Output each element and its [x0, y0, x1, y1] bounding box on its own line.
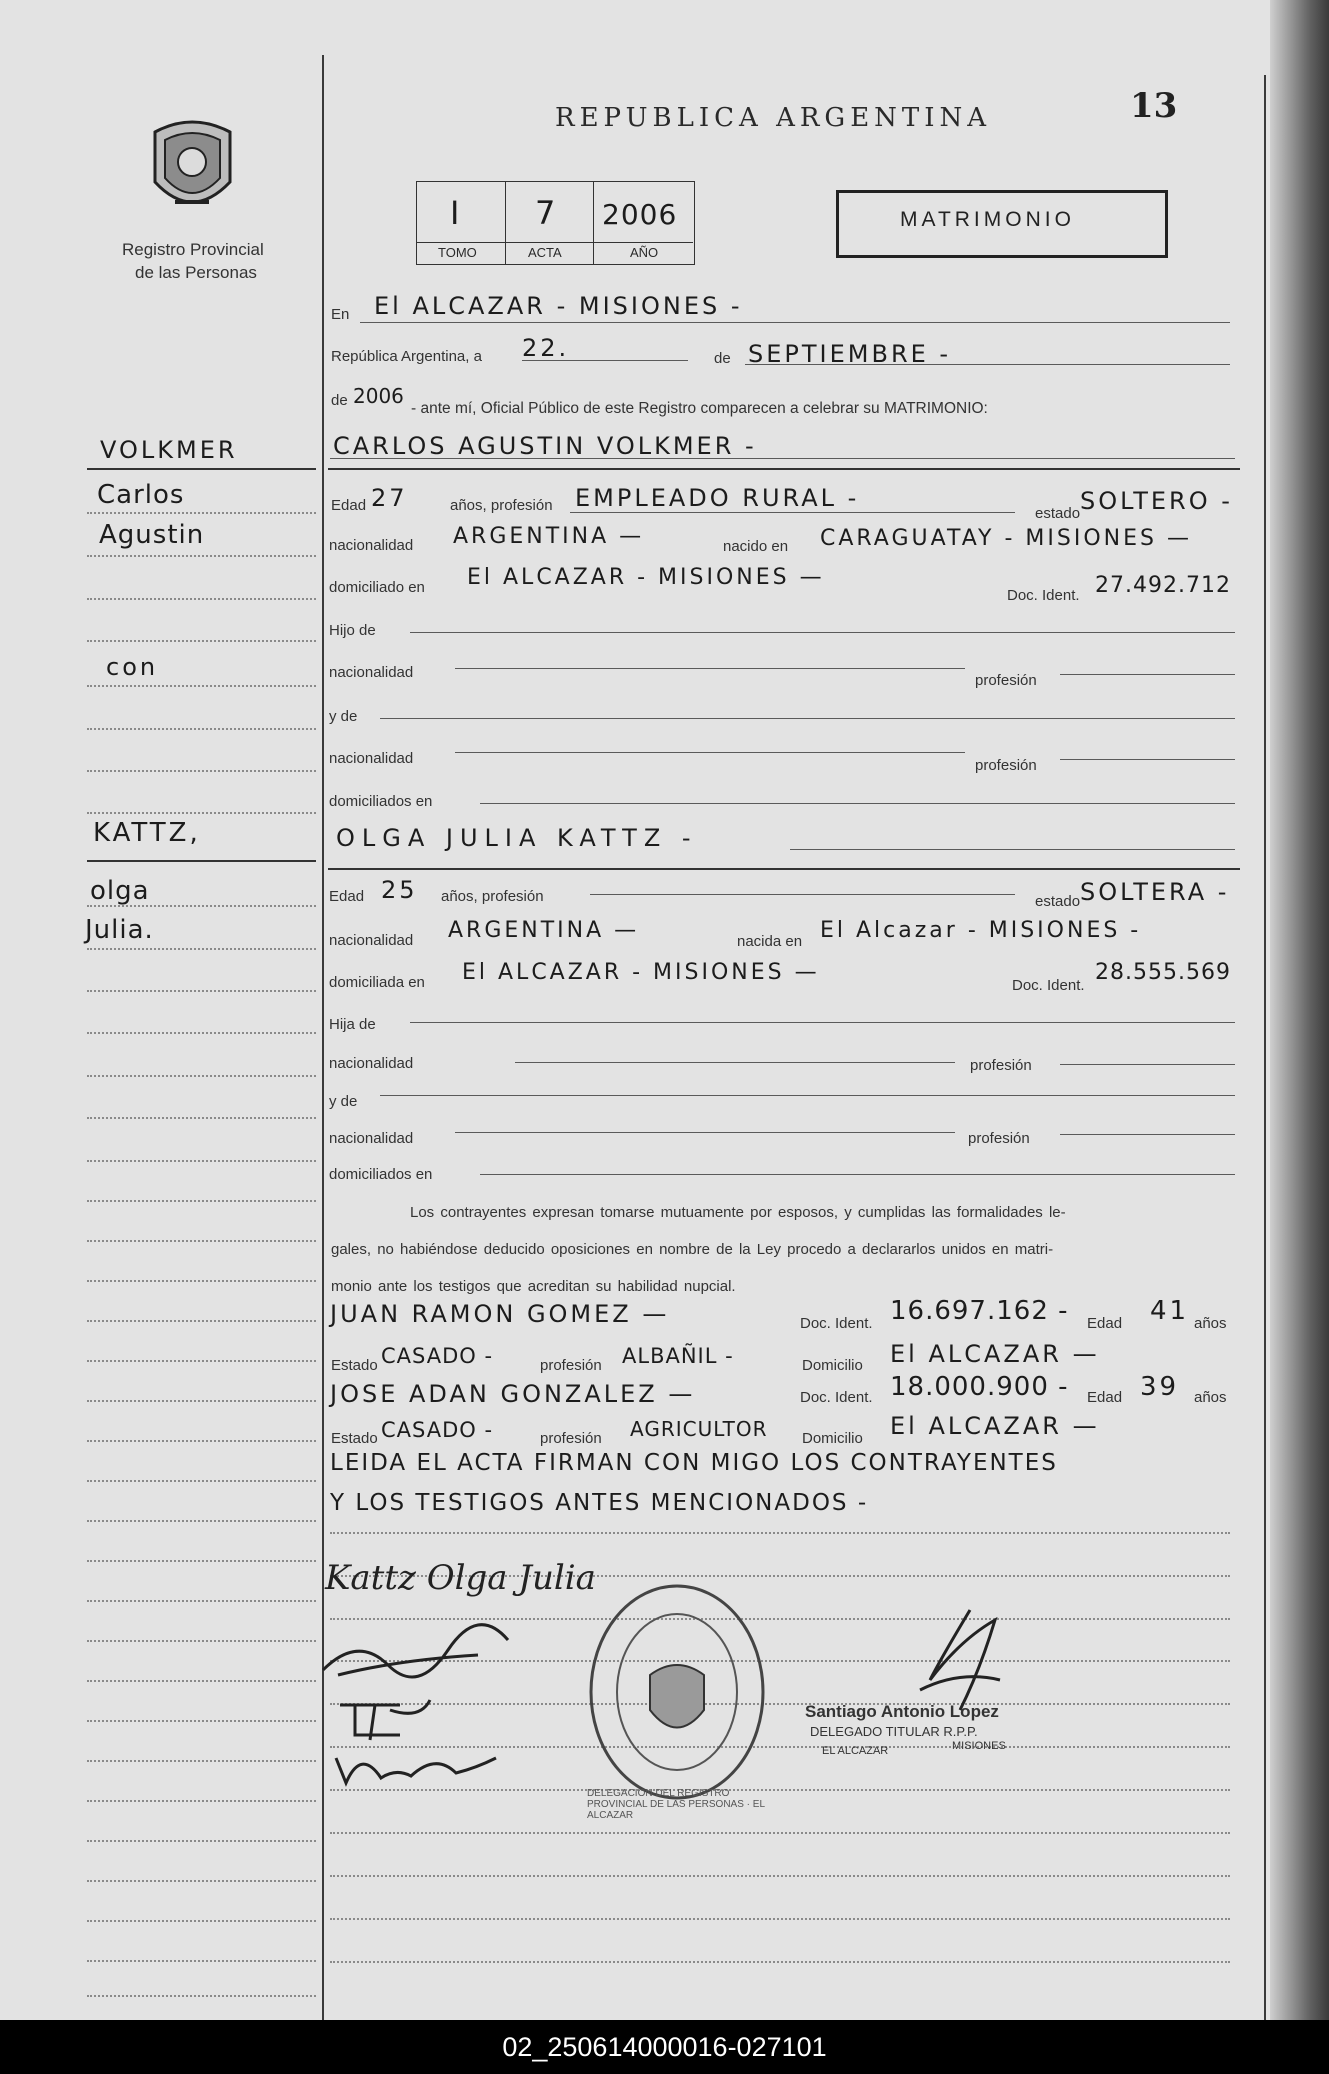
image-id: 02_250614000016-027101: [502, 2032, 827, 2062]
witness2-name: JOSE ADAN GONZALEZ —: [330, 1380, 696, 1408]
label-anos-w2: años: [1194, 1389, 1227, 1406]
label-nacionalidad-father: nacionalidad: [329, 664, 414, 681]
label-nacionalidad-bfather: nacionalidad: [329, 1055, 414, 1072]
bride-name: OLGA JULIA KATTZ -: [336, 824, 698, 852]
official-title: DELEGADO TITULAR R.P.P.: [810, 1724, 978, 1739]
label-profesion-bfather: profesión: [970, 1057, 1032, 1074]
label-nacionalidad-bride: nacionalidad: [329, 932, 414, 949]
bride-address: El ALCAZAR - MISIONES —: [462, 960, 820, 985]
day: 22.: [522, 334, 570, 362]
mother-line: [380, 718, 1235, 719]
official-province: MISIONES: [952, 1740, 1006, 1752]
label-profesion-father: profesión: [975, 672, 1037, 689]
registry-seal: [585, 1580, 770, 1821]
hija-de-line: [410, 1022, 1235, 1023]
witness1-name: JUAN RAMON GOMEZ —: [330, 1300, 670, 1328]
father-profession-line: [1060, 674, 1235, 675]
label-estado-w2: Estado: [331, 1430, 378, 1447]
label-estado-bride: estado: [1035, 893, 1081, 910]
place-line: [360, 322, 1230, 323]
page-number: 13: [1130, 86, 1178, 126]
label-profesion-w1: profesión: [540, 1357, 602, 1374]
groom-age: 27: [371, 484, 408, 512]
label-de: de: [714, 350, 731, 367]
document-type: MATRIMONIO: [900, 208, 1075, 231]
witness1-address: El ALCAZAR —: [890, 1340, 1100, 1368]
bride-profession-line: [590, 894, 1015, 895]
bride-father-profession-line: [1060, 1064, 1235, 1065]
label-domiciliados-en: domiciliados en: [329, 793, 433, 810]
image-id-bar: [0, 2020, 1329, 2074]
body-separator-2: [328, 868, 1240, 870]
label-domicilio-w2: Domicilio: [802, 1430, 863, 1447]
groom-signature: [318, 1625, 518, 1685]
label-de-year: de: [331, 392, 348, 409]
witness2-address: El ALCAZAR —: [890, 1412, 1100, 1440]
month: SEPTIEMBRE -: [748, 340, 952, 368]
groom-profession: EMPLEADO RURAL -: [575, 484, 860, 512]
witness2-doc: 18.000.900 -: [890, 1372, 1069, 1402]
closing-line-2: Y LOS TESTIGOS ANTES MENCIONADOS -: [330, 1490, 869, 1516]
official-place: EL ALCAZAR: [822, 1745, 889, 1757]
month-line: [745, 364, 1230, 365]
margin-first-name-1a: Carlos: [97, 480, 185, 510]
label-republica: República Argentina, a: [331, 348, 482, 365]
label-anos-w1: años: [1194, 1315, 1227, 1332]
label-edad-w1: Edad: [1087, 1315, 1123, 1332]
registry-name-line1: Registro Provincial: [122, 240, 264, 259]
day-line: [522, 360, 688, 361]
label-doc-ident-w2: Doc. Ident.: [800, 1389, 873, 1406]
margin-first-name-2a: olga: [90, 876, 150, 906]
body-separator-1: [328, 468, 1240, 470]
hijo-de-line: [410, 632, 1235, 633]
margin-divider: [322, 55, 324, 2020]
label-anos-profesion: años, profesión: [450, 497, 553, 514]
groom-state: SOLTERO -: [1080, 487, 1233, 515]
witness1-age: 41: [1150, 1296, 1190, 1326]
witness1-state: CASADO -: [381, 1344, 494, 1368]
bride-name-line: [790, 849, 1235, 850]
volume-box-divider: [416, 242, 693, 243]
label-en: En: [331, 306, 350, 323]
father-nationality-line: [455, 668, 965, 669]
label-y-de: y de: [329, 708, 358, 725]
witness2-state: CASADO -: [381, 1418, 494, 1442]
parents-address-line: [480, 803, 1235, 804]
label-domicilio-w1: Domicilio: [802, 1357, 863, 1374]
seal-text: DELEGACION DEL REGISTRO PROVINCIAL DE LAS PERSONAS · EL ALCAZAR: [587, 1788, 765, 1821]
label-hijo-de: Hijo de: [329, 622, 376, 639]
legal-paragraph-line1: Los contrayentes expresan tomarse mutuamente por esposos, y cumplidas las formalidades le-: [410, 1204, 1066, 1221]
acta-label: ACTA: [528, 245, 562, 260]
tomo-value: I: [450, 194, 463, 232]
legal-paragraph-line3: monio ante los testigos que acreditan su habilidad nupcial.: [331, 1278, 736, 1295]
registry-name-line2: de las Personas: [135, 263, 257, 282]
ano-value: 2006: [602, 198, 678, 231]
country-title: REPUBLICA ARGENTINA: [555, 103, 992, 133]
label-domiciliado-en: domiciliado en: [329, 579, 425, 596]
bride-mother-line: [380, 1095, 1235, 1096]
witness2-signature: [326, 1738, 506, 1798]
tomo-label: TOMO: [438, 245, 477, 260]
label-estado-w1: Estado: [331, 1357, 378, 1374]
label-nacionalidad-mother: nacionalidad: [329, 750, 414, 767]
groom-profession-line: [570, 512, 1015, 513]
bride-birthplace: El Alcazar - MISIONES -: [820, 918, 1142, 943]
label-edad-w2: Edad: [1087, 1389, 1123, 1406]
label-estado: estado: [1035, 505, 1081, 522]
label-profesion-w2: profesión: [540, 1430, 602, 1447]
bride-parents-address-line: [480, 1174, 1235, 1175]
label-y-de-bride: y de: [329, 1093, 358, 1110]
label-doc-ident-w1: Doc. Ident.: [800, 1315, 873, 1332]
label-profesion-mother: profesión: [975, 757, 1037, 774]
bride-mother-nationality-line: [455, 1132, 955, 1133]
witness1-doc: 16.697.162 -: [890, 1296, 1069, 1326]
place: El ALCAZAR - MISIONES -: [374, 292, 743, 320]
ano-label: AÑO: [630, 245, 659, 260]
bride-state: SOLTERA -: [1080, 878, 1230, 906]
label-doc-ident-bride: Doc. Ident.: [1012, 977, 1085, 994]
margin-surname-2: KATTZ,: [93, 818, 201, 848]
groom-birthplace: CARAGUATAY - MISIONES —: [820, 526, 1192, 551]
label-edad-bride: Edad: [329, 888, 365, 905]
groom-name: CARLOS AGUSTIN VOLKMER -: [333, 432, 757, 460]
label-nacionalidad: nacionalidad: [329, 537, 414, 554]
groom-name-line: [330, 458, 1235, 459]
registry-emblem: [145, 112, 240, 222]
bride-father-nationality-line: [515, 1062, 955, 1063]
margin-first-name-1b: Agustin: [99, 520, 205, 550]
legal-paragraph-line2: gales, no habiéndose deducido oposiciones en nombre de la Ley procedo a declararlos unidos en matri-: [331, 1241, 1054, 1258]
label-nacida-en: nacida en: [737, 933, 803, 950]
margin-first-name-2b: Julia.: [85, 915, 154, 945]
witness1-profession: ALBAÑIL -: [622, 1344, 734, 1368]
bride-signature: Kattz Olga Julia: [325, 1558, 596, 1598]
label-nacido-en: nacido en: [723, 538, 789, 555]
witness2-profession: AGRICULTOR: [630, 1417, 768, 1441]
bride-mother-profession-line: [1060, 1134, 1235, 1135]
registry-emblem-icon: [145, 112, 240, 222]
label-domiciliados-en-bride: domiciliados en: [329, 1166, 433, 1183]
closing-line-1: LEIDA EL ACTA FIRMAN CON MIGO LOS CONTRAYENTES: [330, 1450, 1058, 1476]
mother-profession-line: [1060, 759, 1235, 760]
groom-address: El ALCAZAR - MISIONES —: [467, 565, 825, 590]
groom-nationality: ARGENTINA —: [453, 524, 645, 549]
label-nacionalidad-bmother: nacionalidad: [329, 1130, 414, 1147]
label-anos-profesion-bride: años, profesión: [441, 888, 544, 905]
bride-doc: 28.555.569: [1095, 960, 1231, 985]
witness2-age: 39: [1140, 1372, 1180, 1402]
bride-nationality: ARGENTINA —: [448, 918, 640, 943]
intro-text: - ante mí, Oficial Público de este Registro comparecen a celebrar su MATRIMONIO:: [411, 400, 988, 417]
margin-surname-1: VOLKMER: [100, 436, 238, 464]
right-border: [1264, 75, 1266, 2020]
label-doc-ident: Doc. Ident.: [1007, 587, 1080, 604]
label-edad: Edad: [331, 497, 367, 514]
label-profesion-bmother: profesión: [968, 1130, 1030, 1147]
official-name: Santiago Antonio Lopez: [805, 1702, 999, 1721]
bride-age: 25: [381, 876, 418, 904]
groom-doc: 27.492.712: [1095, 573, 1231, 598]
label-hija-de: Hija de: [329, 1016, 376, 1033]
margin-separator-2: [87, 860, 316, 862]
label-domiciliada-en: domiciliada en: [329, 974, 425, 991]
margin-connector: con: [106, 653, 159, 681]
mother-nationality-line: [455, 752, 965, 753]
acta-value: 7: [535, 194, 559, 232]
year: 2006: [353, 384, 404, 408]
margin-separator-1: [87, 468, 316, 470]
registry-seal-icon: [585, 1580, 770, 1821]
